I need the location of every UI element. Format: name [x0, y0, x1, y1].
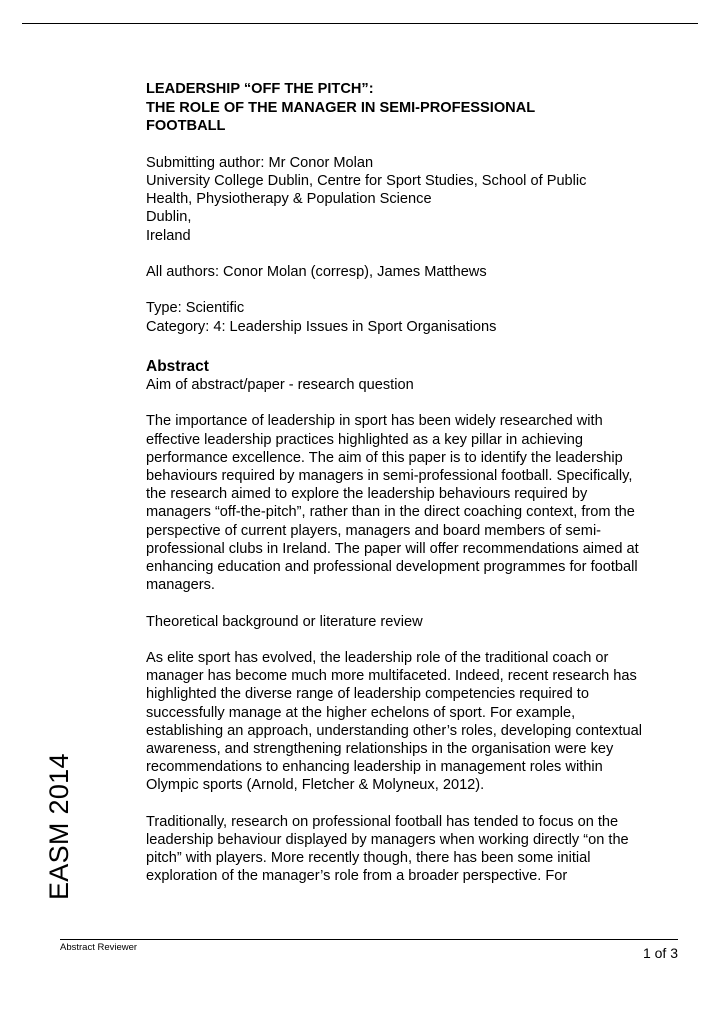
top-divider	[22, 23, 698, 24]
theory-heading: Theoretical background or literature review	[146, 613, 423, 630]
title-line-1: LEADERSHIP “OFF THE PITCH”:	[146, 81, 374, 97]
aim-heading: Aim of abstract/paper - research question	[146, 376, 414, 393]
theory-paragraph-1: As elite sport has evolved, the leadership role of the traditional coach or manager has become much more multifaceted. Indeed, recent research has highlighted the diverse range of leadership competencies required to successfully manage at the higher echelons of sport. For example, establishing an approach, understanding other’s roles, developing contextual awareness, and strengthening relationships in the organisation were key recommendations to enhancing leadership in management roles within Olympic sports (Arnold, Fletcher & Molyneux, 2012).	[146, 649, 642, 794]
page-number: 1 of 3	[642, 945, 678, 961]
conference-side-label: EASM 2014	[44, 753, 74, 900]
document-body	[146, 80, 646, 904]
title-line-2: THE ROLE OF THE MANAGER IN SEMI-PROFESSIONAL	[146, 99, 536, 116]
footer-divider	[60, 939, 678, 940]
category-line: Category: 4: Leadership Issues in Sport Organisations	[146, 318, 497, 335]
affiliation-line-2: Health, Physiotherapy & Population Science	[146, 191, 432, 208]
type-line: Type: Scientific	[146, 300, 245, 317]
document-title	[146, 80, 646, 136]
all-authors: All authors: Conor Molan (corresp), James Matthews	[146, 263, 487, 280]
abstract-heading: Abstract	[146, 357, 209, 375]
aim-paragraph: The importance of leadership in sport has been widely researched with effective leadership practices highlighted as a key pillar in achieving performance excellence. The aim of this paper is to identify the leadership behaviours required by managers in semi-professional football. Specifically, the research aimed to explore the leadership behaviours required by managers “off-the-pitch”, rather than in the direct coaching context, from the perspective of current players, managers and board members of semi-professional clubs in Ireland. The paper will offer recommendations aimed at enhancing education and professional development programmes for football managers.	[146, 413, 639, 594]
affiliation-city: Dublin,	[146, 209, 192, 226]
theory-paragraph-2: Traditionally, research on professional football has tended to focus on the leadership behaviour displayed by managers when working directly “on the pitch” with players. More recently though, there has been some initial exploration of the manager’s role from a broader perspective. For	[146, 813, 629, 885]
author-block	[146, 154, 646, 245]
footer-reviewer-label: Abstract Reviewer	[60, 942, 138, 953]
type-category-block	[146, 299, 646, 335]
title-line-3: FOOTBALL	[146, 118, 226, 135]
affiliation-line-1: University College Dublin, Centre for Sport Studies, School of Public	[146, 172, 587, 189]
submitting-author: Submitting author: Mr Conor Molan	[146, 154, 374, 171]
affiliation-country: Ireland	[146, 227, 191, 244]
